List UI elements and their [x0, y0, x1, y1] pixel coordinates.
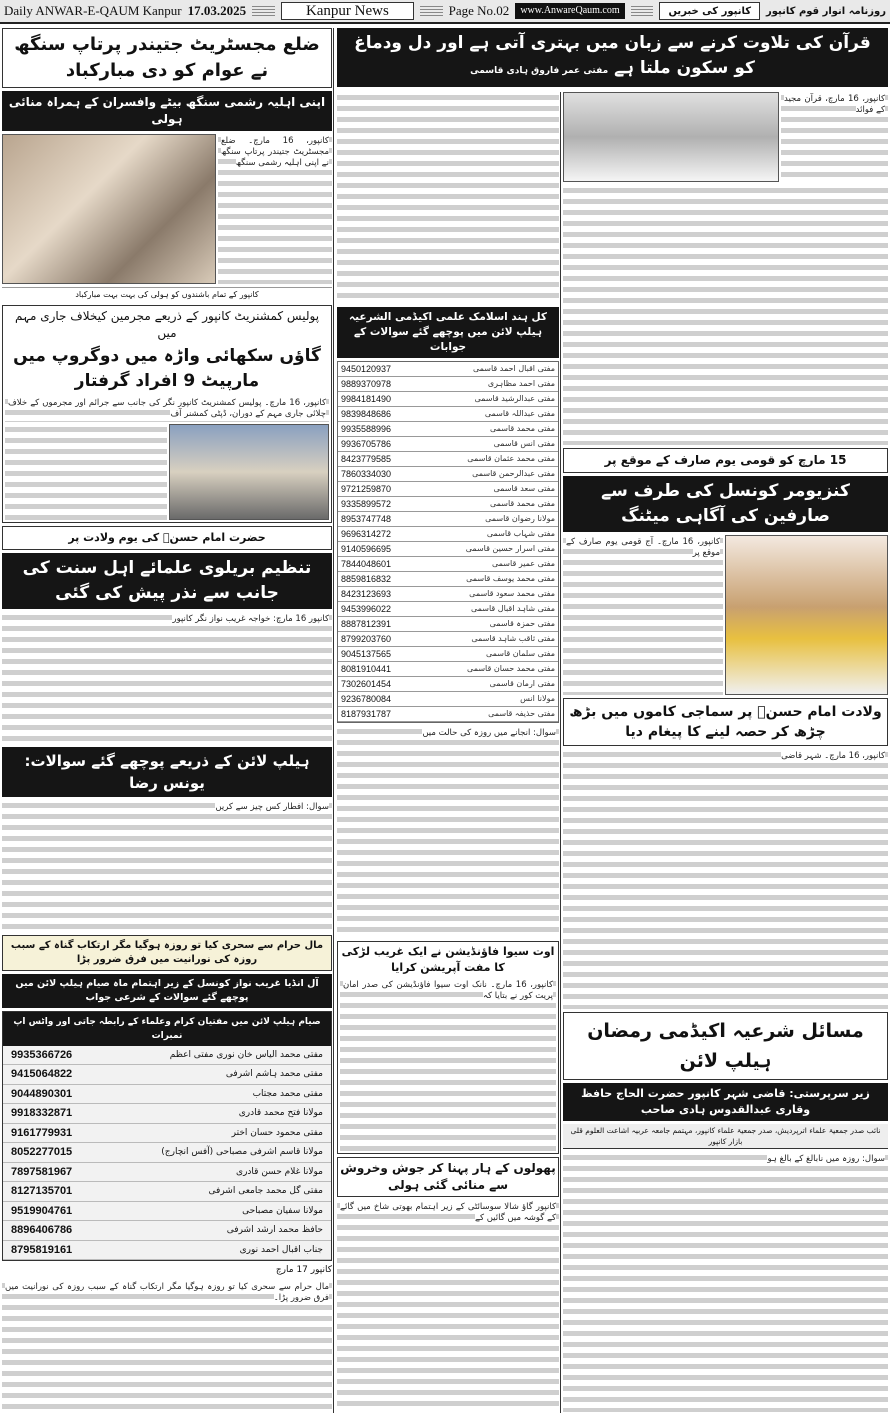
- contact-phone: 9236780084: [341, 693, 392, 704]
- academy-body: [337, 726, 559, 938]
- contact-name: مفتی شاہد اقبال قاسمی: [470, 603, 555, 613]
- dm-holi-headline: ضلع مجسٹریٹ جتیندر پرتاپ سنگھ نے عوام کو دی مبارکباد: [2, 28, 332, 88]
- consumer-meeting-photo: [725, 535, 888, 695]
- contact-name: مفتی محمود حسان اختر: [231, 1127, 323, 1138]
- academy-contact-row: [338, 422, 558, 437]
- contact-row: [3, 1085, 331, 1105]
- holi-flowers-headline: پھولوں کے ہار پہنا کر جوش وخروش سے منائی گئی ہولی: [337, 1157, 559, 1197]
- gathering-photo: [563, 92, 779, 182]
- academy-contact-row: [338, 497, 558, 512]
- contact-name: جناب اقبال احمد نوری: [239, 1244, 323, 1255]
- contact-name: مفتی محمد قاسمی: [489, 423, 555, 433]
- imam-hasan-headline: تنظیم بریلوی علمائے اہل سنت کی جانب سے نذر پیش کی گئی: [2, 553, 332, 609]
- helpline-younus-body: [2, 800, 332, 932]
- quran-body-lead: [781, 92, 888, 182]
- contact-phone: 9721259870: [341, 483, 392, 494]
- contact-name: مفتی عبداللہ قاسمی: [484, 408, 555, 418]
- wiladat-body: [563, 749, 888, 1009]
- police-body-column: [5, 424, 167, 520]
- article-lead: کانپور 16 مارچ: خواجہ غریب نواز نگر کانپور: [172, 614, 329, 624]
- article-lead: کانپور، 16 مارچ۔ آج قومی یوم صارف کے موقع پر: [566, 537, 720, 558]
- police-body: [5, 396, 329, 422]
- contact-phone: 9839848686: [341, 408, 392, 419]
- contact-row: [3, 1143, 331, 1163]
- contact-phone: 8081910441: [341, 663, 392, 674]
- contact-phone: 9519904761: [11, 1204, 73, 1217]
- contact-phone: 8795819161: [11, 1243, 73, 1256]
- academy-contact-row: [338, 632, 558, 647]
- contact-name: مولانا انس: [520, 693, 555, 703]
- contact-phone: 8896406786: [11, 1224, 73, 1237]
- contact-name: مفتی ثاقب شاہد قاسمی: [471, 633, 555, 643]
- contact-name: مولانا قاسم اشرفی مصباحی (آفس انچارج): [161, 1147, 323, 1158]
- article-lead: مال حرام سے سحری کیا تو روزہ ہوگیا مگر ارتکاب گناہ کے سبب روزہ کی نورانیت میں فرق ضرور پڑا۔: [5, 1282, 329, 1304]
- contact-name: مفتی محمد سعود قاسمی: [469, 588, 555, 598]
- contact-name: مفتی احمد مظاہری: [487, 378, 555, 388]
- contact-phone: 8423123693: [341, 588, 392, 599]
- mal-haram-headline: مال حرام سے سحری کیا تو روزہ ہوگیا مگر ارتکاب گناہ کے سبب روزہ کی نورانیت میں فرق ضرور پڑا: [2, 935, 332, 971]
- contact-name: مفتی عبدالرشید قاسمی: [474, 393, 555, 403]
- contact-row: [3, 1163, 331, 1183]
- contact-row: [3, 1124, 331, 1144]
- divider: [631, 6, 654, 16]
- contact-phone: 8127135701: [11, 1185, 73, 1198]
- article-lead: کانپور، 16 مارچ۔ نانک اوت سیوا فاؤنڈیشن کی صدر امان پریت کور نے بتایا کہ: [343, 979, 553, 1001]
- consumer-body: [563, 535, 723, 695]
- holi-celebration-photo: [2, 134, 216, 284]
- contact-name: مفتی محمد ہاشم اشرفی: [225, 1069, 323, 1080]
- quran-headline: [337, 28, 888, 87]
- dm-holi-row: [2, 134, 332, 284]
- article-lead: کانپور، 16 مارچ۔ پولیس کمشنریٹ کانپور نگر کی جانب سے جرائم اور مجرموں کے خلاف چلائی جاری مہم کے دوران، ڈپٹی کمشنر آف: [8, 398, 326, 419]
- contacts-table: [2, 1011, 332, 1262]
- contact-name: مولانا سفیان مصباحی: [242, 1205, 323, 1216]
- contact-phone: 9935366726: [11, 1048, 73, 1061]
- contact-row: [3, 1104, 331, 1124]
- contact-name: مفتی سعد قاسمی: [493, 483, 555, 493]
- website-link[interactable]: www.AnwareQaum.com: [515, 3, 624, 19]
- academy-contact-row: [338, 707, 558, 722]
- brand-logo: روزنامہ انوار قوم کانپور: [766, 5, 886, 17]
- contact-phone: 8887812391: [341, 618, 392, 629]
- article-lead: کانپور، 16 مارچ۔ ضلع مجسٹریٹ جتیندر پرتاپ سنگھ نے اپنی اہلیہ رشمی سنگھ: [221, 136, 329, 168]
- article-lead: سوال: افطار کس چیز سے کریں: [215, 801, 329, 812]
- academy-contact-row: [338, 677, 558, 692]
- masthead: [0, 0, 890, 24]
- contact-phone: 7302601454: [341, 678, 392, 689]
- academy-contact-row: [338, 452, 558, 467]
- contact-row: [3, 1065, 331, 1085]
- contact-name: مفتی محمد یوسف قاسمی: [466, 573, 555, 583]
- quran-headline-text: قرآن کی تلاوت کرنے سے زبان میں بہتری آتی ہے اور دل ودماغ کو سکون ملتا ہے: [354, 33, 871, 78]
- contact-phone: 9140596695: [341, 543, 392, 554]
- seva-body: [340, 978, 556, 1152]
- academy-contacts-list: [337, 361, 559, 723]
- contact-row: [3, 1202, 331, 1222]
- contact-phone: 9889370978: [341, 378, 392, 389]
- masail-headline: مسائل شرعیہ اکیڈمی رمضان ہیلپ لائن: [563, 1012, 888, 1080]
- academy-contact-row: [338, 602, 558, 617]
- article-lead: کانپور گاؤ شالا سوسائٹی کے زیر اہتمام بھوتی شاخ میں گائے کے گوشہ میں گائیں کے: [340, 1202, 556, 1224]
- contact-name: مفتی حمزہ قاسمی: [489, 618, 555, 628]
- consumer-headline: کنزیومر کونسل کی طرف سے صارفین کی آگاہی میٹنگ: [563, 476, 888, 532]
- academy-headline: کل ہند اسلامک علمی اکیڈمی الشرعیہ ہیلپ لائن میں پوچھے گئے سوالات کے جوابات: [337, 307, 559, 358]
- contact-phone: 9045137565: [341, 648, 392, 659]
- contact-phone: 9044890301: [11, 1087, 73, 1100]
- academy-contact-row: [338, 392, 558, 407]
- academy-contact-row: [338, 527, 558, 542]
- contact-phone: 9450120937: [341, 363, 392, 374]
- photo-caption: کانپور کے تمام باشندوں کو ہولی کی بہت بہت مبارکباد: [2, 287, 332, 302]
- imam-hasan-kicker: حضرت امام حسنؓ کی یوم ولادت پر: [2, 526, 332, 550]
- article-lead: کانپور، 16 مارچ، قرآن مجید کے فوائد: [784, 94, 885, 115]
- right-column: [563, 92, 888, 1412]
- mal-haram-strip: آل انڈیا غریب نواز کونسل کے زیر اہتمام ماہ صیام ہیلپ لائن میں پوچھے گئے سوالات کے شرعی جواب: [2, 974, 332, 1008]
- contact-phone: 9984181490: [341, 393, 392, 404]
- dateline: کانپور 17 مارچ: [275, 1265, 332, 1276]
- academy-contact-row: [338, 377, 558, 392]
- wiladat-headline: ولادت امام حسنؓ پر سماجی کاموں میں بڑھ چڑھ کر حصہ لینے کا پیغام دیا: [563, 698, 888, 746]
- imam-hasan-body: [2, 612, 332, 744]
- contact-name: مفتی گل محمد جامعی اشرفی: [208, 1186, 323, 1197]
- dm-holi-subheadline: اپنی اہلیہ رشمی سنگھ بیٹے وافسران کے ہمراہ منائی ہولی: [2, 91, 332, 131]
- contact-name: مفتی شہاب قاسمی: [486, 528, 555, 538]
- contact-name: مولانا غلام حسن قادری: [236, 1166, 323, 1177]
- contact-name: مفتی محمد مجتاب: [252, 1088, 323, 1099]
- contact-phone: 8953747748: [341, 513, 392, 524]
- consumer-kicker: 15 مارچ کو قومی یوم صارف کے موقع پر: [563, 448, 888, 473]
- contact-phone: 9696314272: [341, 528, 392, 539]
- contact-name: مولانا فتح محمد قادری: [238, 1108, 323, 1119]
- contact-phone: 8423779585: [341, 453, 392, 464]
- academy-contact-row: [338, 572, 558, 587]
- quran-byline: مفتی عمر فاروق ہادی قاسمی: [470, 66, 609, 76]
- contact-phone: 7860334030: [341, 468, 392, 479]
- academy-contact-row: [338, 512, 558, 527]
- masail-body: [563, 1152, 888, 1412]
- holi-flowers-body: [337, 1200, 559, 1412]
- dm-holi-body: [218, 134, 332, 284]
- contact-name: مفتی انس قاسمی: [493, 438, 555, 448]
- masthead-date: 17.03.2025: [187, 3, 247, 18]
- contact-phone: 8859816832: [341, 573, 392, 584]
- contact-phone: 8799203760: [341, 633, 392, 644]
- quran-body-middle: [337, 92, 559, 304]
- column-rule: [333, 28, 334, 1413]
- divider: [252, 6, 275, 16]
- academy-contact-row: [338, 557, 558, 572]
- middle-column: [337, 92, 559, 1412]
- quran-row: [563, 92, 888, 182]
- page-number: Page No.02: [448, 3, 510, 18]
- section-title-urdu: کانپور کی خبریں: [659, 2, 760, 20]
- contact-phone: 7844048601: [341, 558, 392, 569]
- contacts-table-title: صیام ہیلپ لائن میں مفتیان کرام وعلماء کے رابطہ جاتی اور واٹس اپ نمبرات: [3, 1012, 331, 1046]
- contact-phone: 9415064822: [11, 1068, 73, 1081]
- contact-name: مفتی عبدالرحمن قاسمی: [472, 468, 555, 478]
- contact-phone: 9161779931: [11, 1126, 73, 1139]
- masail-substrip: نائب صدر جمعیۃ علماء اترپردیش، صدر جمعیۃ علماء کانپور، مہتمم جامعہ عربیہ اشاعت العلوم قلی بازار کانپور: [563, 1124, 888, 1149]
- contact-phone: 9936705786: [341, 438, 392, 449]
- police-row: [5, 424, 329, 520]
- contact-row: [3, 1046, 331, 1066]
- academy-contact-row: [338, 617, 558, 632]
- contact-phone: 9918332871: [11, 1107, 73, 1120]
- academy-contact-row: [338, 647, 558, 662]
- seva-headline: اوت سیوا فاؤنڈیشن نے ایک غریب لڑکی کا مفت آپریشن کرایا: [341, 944, 555, 974]
- masthead-daily: Daily ANWAR-E-QAUM Kanpur: [4, 3, 182, 18]
- academy-contact-row: [338, 662, 558, 677]
- contact-name: مفتی محمد حسان قاسمی: [467, 663, 555, 673]
- contact-name: مفتی محمد الیاس خان نوری مفتی اعظم: [169, 1049, 323, 1060]
- section-title: Kanpur News: [281, 2, 414, 20]
- contact-name: مولانا رضوان قاسمی: [485, 513, 555, 523]
- contact-phone: 8187931787: [341, 708, 392, 719]
- police-article: [2, 305, 332, 523]
- contact-phone: 8052277015: [11, 1146, 73, 1159]
- divider: [420, 6, 443, 16]
- contact-row: [3, 1182, 331, 1202]
- contact-phone: 9335899572: [341, 498, 392, 509]
- police-kicker: پولیس کمشنریٹ کانپور کے ذریعے مجرمین کیخلاف جاری مہم میں: [14, 309, 320, 340]
- seva-article: [337, 941, 559, 1155]
- academy-contact-row: [338, 407, 558, 422]
- contacts-table-body: [3, 1046, 331, 1261]
- contact-name: مفتی اسرار حسین قاسمی: [465, 543, 555, 553]
- contact-name: مفتی اقبال احمد قاسمی: [472, 363, 555, 373]
- mal-haram-body: [2, 1280, 332, 1412]
- academy-contact-row: [338, 362, 558, 377]
- article-lead: سوال: انجانے میں روزہ کی حالت میں: [422, 727, 556, 738]
- contact-name: مفتی محمد قاسمی: [489, 498, 555, 508]
- academy-contact-row: [338, 437, 558, 452]
- contact-row: [3, 1221, 331, 1241]
- contact-name: مفتی ارمان قاسمی: [489, 678, 555, 688]
- article-lead: کانپور، 16 مارچ۔ شہر قاضی: [781, 751, 885, 761]
- quran-body-right: [563, 185, 888, 445]
- academy-contact-row: [338, 587, 558, 602]
- left-column: [2, 28, 332, 1412]
- article-lead: سوال: روزہ میں نابالغ کے بالغ ہو: [767, 1154, 885, 1164]
- police-headline: گاؤں سکھائی واڑہ میں دوگروپ میں مارپیٹ 9 افراد گرفتار: [13, 346, 321, 391]
- academy-contact-row: [338, 482, 558, 497]
- masail-strip: زیر سرپرستی: قاضی شہر کانپور حضرت الحاج حافظ وقاری عبدالقدوس ہادی صاحب: [563, 1083, 888, 1121]
- contact-name: مفتی سلمان قاسمی: [485, 648, 555, 658]
- academy-contact-row: [338, 542, 558, 557]
- contact-name: مفتی عمیر قاسمی: [492, 558, 555, 568]
- academy-contact-row: [338, 692, 558, 707]
- contact-name: حافظ محمد ارشد اشرفی: [226, 1225, 323, 1236]
- contact-name: مفتی حذیفہ قاسمی: [488, 708, 555, 718]
- consumer-row: [563, 535, 888, 695]
- police-station-photo: [169, 424, 329, 520]
- column-rule: [560, 92, 561, 1413]
- contact-phone: 9453996022: [341, 603, 392, 614]
- contact-name: مفتی محمد عثمان قاسمی: [467, 453, 555, 463]
- contact-phone: 7897581967: [11, 1165, 73, 1178]
- contact-phone: 9935588996: [341, 423, 392, 434]
- helpline-younus-headline: ہیلپ لائن کے ذریعے پوچھے گئے سوالات: یونس رضا: [2, 747, 332, 797]
- contact-row: [3, 1241, 331, 1261]
- academy-contact-row: [338, 467, 558, 482]
